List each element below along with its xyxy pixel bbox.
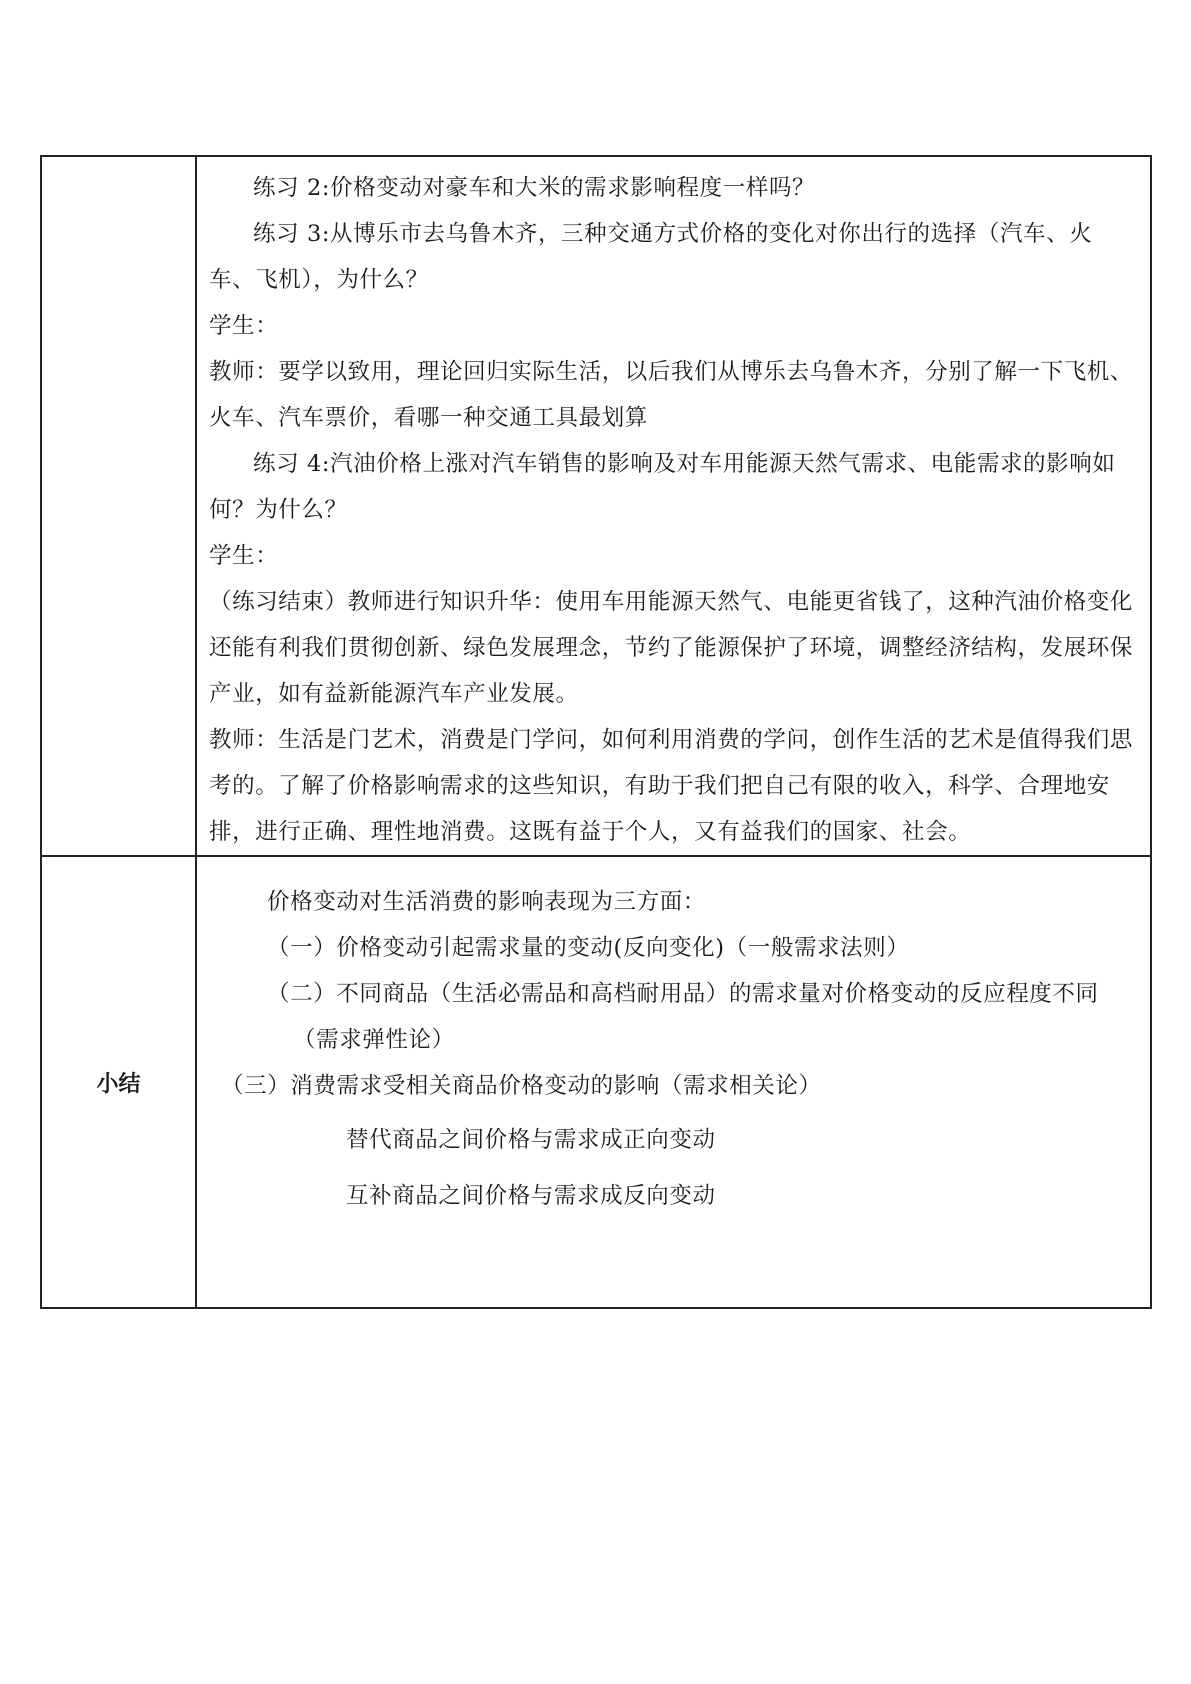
summary-complementary-goods: 互补商品之间价格与需求成反向变动 [346, 1183, 716, 1209]
teacher-remark-2: 教师：生活是门艺术，消费是门学问，如何利用消费的学问，创作生活的艺术是值得我们思考的。了解了价格影响需求的这些知识，有助于我们把自己有限的收入，科学、合理地安排，进行正确、理性地消费。这既有益于个人，又有益我们的国家、社会。 [209, 727, 1134, 845]
summary-intro: 价格变动对生活消费的影响表现为三方面： [267, 889, 706, 915]
summary-row [41, 856, 1151, 1308]
exercise-3: 练习 3:从博乐市去乌鲁木齐，三种交通方式价格的变化对你出行的选择（汽车、火车、飞机），为什么？ [209, 221, 1093, 293]
exercise-4: 练习 4:汽油价格上涨对汽车销售的影响及对车用能源天然气需求、电能需求的影响如何？为什么？ [209, 451, 1116, 523]
summary-label: 小结 [41, 856, 196, 1308]
exercise-row [41, 156, 1151, 856]
summary-item-2-note: （需求弹性论） [293, 1027, 455, 1053]
student-reply-1: 学生： [209, 313, 279, 339]
lesson-plan-table [40, 155, 1152, 1309]
summary-item-1: （一）价格变动引起需求量的变动(反向变化)（一般需求法则） [267, 935, 910, 961]
summary-item-3: （三）消费需求受相关商品价格变动的影响（需求相关论） [221, 1073, 822, 1099]
summary-item-2: （二）不同商品（生活必需品和高档耐用品）的需求量对价格变动的反应程度不同 [267, 981, 1099, 1007]
summary-substitute-goods: 替代商品之间价格与需求成正向变动 [346, 1127, 716, 1153]
teacher-remark-1: 教师：要学以致用，理论回归实际生活，以后我们从博乐去乌鲁木齐，分别了解一下飞机、火车、汽车票价，看哪一种交通工具最划算 [209, 359, 1134, 431]
teacher-summary-remark: （练习结束）教师进行知识升华：使用车用能源天然气、电能更省钱了，这种汽油价格变化还能有利我们贯彻创新、绿色发展理念，节约了能源保护了环境，调整经济结构，发展环保产业，如有益新能源汽车产业发展。 [209, 589, 1134, 707]
exercise-2: 练习 2:价格变动对豪车和大米的需求影响程度一样吗？ [253, 175, 816, 201]
student-reply-2: 学生： [209, 543, 279, 569]
exercise-label-cell [41, 156, 196, 856]
exercise-content-cell [196, 156, 1151, 856]
summary-content-cell [196, 856, 1151, 1308]
